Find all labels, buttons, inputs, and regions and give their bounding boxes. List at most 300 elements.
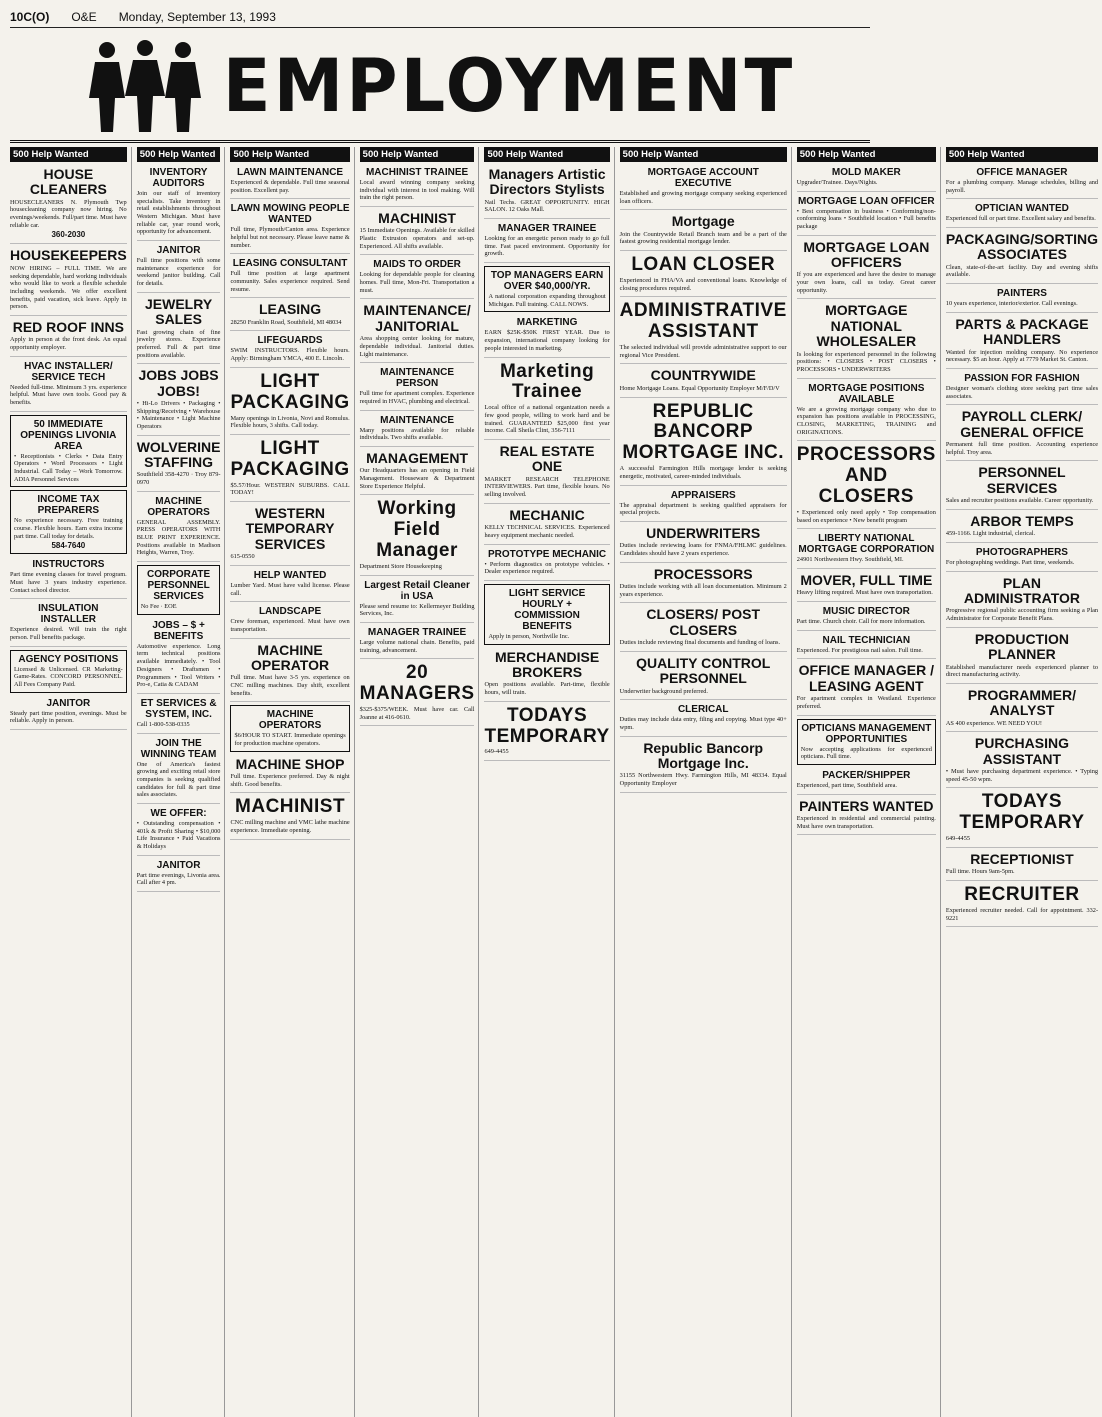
ad-body: Experienced. For prestigious nail salon. Full time. [796,646,923,654]
classified-ad [484,648,609,702]
classified-ad [230,256,349,298]
ad-body: Department Store Housekeeping [359,563,442,570]
classified-column [797,147,941,1417]
ad-body: Experienced in residential and commercial painting. Must have own transportation. [796,814,936,830]
classified-columns [10,147,1099,1417]
column-heading: 500 Help Wanted [484,147,609,162]
classified-ad [10,415,127,488]
ad-body: Clean, state-of-the-art facility. Day and evening shifts available. [945,263,1099,279]
ad-title: WE OFFER: [150,807,207,819]
classified-column [946,147,1102,1417]
ad-body: 649-4455 [484,748,509,756]
classified-ad [230,641,349,703]
classified-column [137,147,226,1417]
classified-ad [230,201,349,254]
ad-body: Part time evening classes for travel program. Must have 3 years industry experience. Contact school director. [10,571,127,594]
classified-ad [484,266,609,312]
ad-body: Lumber Yard. Must have valid license. Please call. [230,581,350,597]
classified-ad [946,883,1098,927]
classified-ad [797,719,936,765]
ad-title: CORPORATE PERSONNEL SERVICES [147,569,211,603]
classified-ad [620,299,787,364]
ad-body: Permanent full time position. Accounting experience helpful. Troy area. [945,441,1099,456]
section-banner [10,32,870,143]
classified-ad [946,545,1098,572]
ad-title: Marketing Trainee [499,360,595,403]
classified-ad [620,212,787,251]
classified-ad [797,531,936,569]
ad-phone: 360-2030 [51,230,86,240]
ad-title: UNDERWRITERS [646,524,761,541]
classified-ad [946,315,1098,369]
classified-ad [10,165,127,244]
ad-title: JOBS – $ + BENEFITS [152,619,205,642]
ad-body: Nail Techs. GREAT OPPORTUNITY. HIGH SALON. 12 Oaks Mall. [484,198,610,214]
ad-title: MANAGER TRAINEE [497,223,597,235]
ad-body: NOW HIRING – FULL TIME. We are seeking dependable, hard working individuals who would like to work a flexible schedule including weekends. We offer excellent benefits, paid vacation, sick leave. Apply in person. [10,264,127,311]
ad-title: MORTGAGE LOAN OFFICERS [803,238,930,271]
classified-column [10,147,132,1417]
classified-ad [797,165,936,192]
classified-ad [137,243,221,293]
ad-title: PACKER/SHIPPER [822,769,911,781]
ad-body: Full time. Must have 3-5 yrs. experience on CNC milling machines. Day shift, excellent benefits. [230,674,350,697]
column-heading: 500 Help Wanted [230,147,349,162]
ad-body: Join our staff of inventory specialists. Take inventory in retail establishments throughout Western Michigan. Must have reliable car, year round work, opportunity for advancement. [136,190,221,236]
ad-body: Now accepting applications for experienced opticians. Full time. [800,745,932,761]
column-heading: 500 Help Wanted [797,147,936,162]
ad-title: MORTGAGE ACCOUNT EXECUTIVE [647,167,759,189]
issue-date: Monday, September 13, 1993 [118,10,276,24]
ad-title: PLAN ADMINISTRATOR [963,574,1081,606]
classified-ad [946,850,1098,881]
paper-name: O&E [71,10,97,24]
column-heading: 500 Help Wanted [137,147,221,162]
ad-title: NAIL TECHNICIAN [822,634,911,646]
classified-ad [137,366,221,435]
ad-body: One of America's fastest growing and exciting retail store companies is seeking qualified candidates for full & part time sales associates. [136,760,221,799]
ad-title: HELP WANTED [253,569,327,581]
ad-body: 15 Immediate Openings. Available for skilled Plastic Extrusion operators and set-up. Experienced. All shifts available. [359,227,475,250]
ad-title: JEWELRY SALES [145,295,213,328]
section-title: EMPLOYMENT [222,42,796,130]
ad-body: We are a growing mortgage company who due to expansion has positions available in PROCESSING, CLOSING, MARKETING, TRAINING and ORIGINATIONS. [796,405,936,436]
classified-ad [620,702,787,736]
classified-ad [620,654,787,700]
ad-title: MERCHANDISE BROKERS [494,648,600,680]
ad-body: Experience desired. Will train the right person. Full benefits package. [10,626,127,642]
ad-body: GENERAL ASSEMBLY. PRESS OPERATORS WITH BLUE PRINT EXPERIENCE. Positions available in Madison Heights, Warren, Troy. [136,518,221,557]
classified-ad [360,257,475,299]
ad-title: LAWN MAINTENANCE [237,167,344,178]
ad-title: RECRUITER [964,883,1080,905]
ad-body: Local award winning company seeking individual with interest in tool making. Will train the right person. [359,179,475,202]
ad-title: PAYROLL CLERK/ GENERAL OFFICE [960,408,1084,440]
ad-title: HVAC INSTALLER/ SERVICE TECH [24,360,113,383]
ad-title: PROTOTYPE MECHANIC [487,548,607,560]
ad-title: LANDSCAPE [258,606,322,618]
ad-body: SWIM INSTRUCTORS. Flexible hours. Apply: Birmingham YMCA, 400 E. Lincoln. [230,347,350,363]
classified-ad [620,366,787,397]
classified-column [360,147,480,1417]
ad-body: A successful Farmington Hills mortgage lender is seeking energetic, motivated, career-minded individuals. [619,465,787,480]
ad-title: 50 IMMEDIATE OPENINGS LIVONIA AREA [20,418,117,452]
ad-title: LIGHT PACKAGING [230,437,350,480]
ad-body: Crew foreman, experienced. Must have own transportation. [230,618,350,633]
ad-body: Apply in person at the front desk. An equal opportunity employer. [10,336,127,351]
ad-body: Experienced & dependable. Full time seasonal position. Excellent pay. [230,179,350,194]
classified-ad [484,506,609,545]
ad-title: PAINTERS WANTED [799,797,934,814]
ad-title: MANAGEMENT [366,449,469,466]
ad-title: JANITOR [46,697,91,709]
ad-title: INSTRUCTORS [32,559,105,571]
ad-body: Part time. Church choir. Call for more information. [796,618,926,626]
ad-title: RECEPTIONIST [970,850,1074,867]
ad-title: TODAYS TEMPORARY [484,704,610,747]
ad-body: Duties include reviewing final documents and funding of loans. [619,639,781,647]
classified-ad [797,661,936,715]
ad-title: JOIN THE WINNING TEAM [140,737,217,760]
classified-ad [484,442,609,504]
classified-ad [620,739,787,793]
ad-title: MAINTENANCE/ JANITORIAL [363,302,471,334]
ad-body: Part time evenings, Livonia area. Call after 4 pm. [136,871,221,887]
ad-title: RED ROOF INNS [12,318,124,335]
classified-column [484,147,614,1417]
classified-ad [946,734,1098,788]
ad-title: AGENCY POSITIONS [18,653,119,665]
ad-body: Automotive experience. Long term technical positions available immediately. • Tool Designers • Draftsmen • Programmers • Tool Writers • Pro-e, Catia & CADAM [136,642,221,689]
classified-ad [484,315,609,357]
ad-body: A national corporation expanding throughout Michigan. Full training. CALL NOWS. [488,293,606,308]
classified-ad [10,557,127,599]
ad-body: For apartment complex in Westland. Experience preferred. [796,695,936,710]
ad-title: 20 MANAGERS [359,662,475,705]
ad-body: AS 400 experience. WE NEED YOU! [945,719,1043,727]
classified-ad [360,209,475,255]
ad-title: PARTS & PACKAGE HANDLERS [955,315,1089,348]
ad-body: Established and growing mortgage company seeking experienced loan officers. [619,190,787,205]
ad-title: ET SERVICES & SYSTEM, INC. [140,697,217,720]
ad-body: 459-1166. Light industrial, clerical. [945,530,1036,538]
classified-ad [797,633,936,660]
classified-ad [137,618,221,694]
ad-body: • Hi-Lo Drivers • Packaging • Shipping/Receiving • Warehouse • Maintenance • Light Machine Operators [136,399,221,430]
ad-body: Upgrader/Trainee. Days/Nights. [796,179,878,186]
ad-body: 31155 Northwestern Hwy. Farmington Hills, MI 48334. Equal Opportunity Employer [619,772,787,788]
ad-title: Working Field Manager [376,498,458,562]
ad-title: TOP MANAGERS EARN OVER $40,000/YR. [490,270,604,293]
column-heading: 500 Help Wanted [360,147,475,162]
ad-body: MARKET RESEARCH TELEPHONE INTERVIEWERS. Part time, flexible hours. No selling involved. [484,475,610,499]
classified-ad [137,806,221,856]
classified-ad [360,413,475,447]
ad-body: No experience necessary. Free training course. Flexible hours. Earn extra income part time. Call today for details. [14,517,123,540]
classified-ad [946,286,1098,313]
ad-title: PROCESSORS [653,565,753,582]
ad-title: LIFEGUARDS [257,335,323,347]
ad-title: INVENTORY AUDITORS [149,167,208,189]
ad-title: MARKETING [516,317,578,329]
classified-ad [620,524,787,563]
ad-body: For a plumbing company. Manage schedules, billing and payroll. [945,179,1099,194]
classified-column [230,147,354,1417]
ad-title: COUNTRYWIDE [650,367,756,384]
classified-ad [137,565,221,615]
ad-title: Managers Artistic Directors Stylists [488,166,606,198]
ad-title: MAINTENANCE [380,414,455,426]
ad-body: Please send resume to: Kellermeyer Building Services, Inc. [359,602,475,618]
ad-title: MANAGER TRAINEE [367,627,467,639]
ad-body: Full time. Experience preferred. Day & night shift. Good benefits. [230,773,350,788]
classified-ad [360,365,475,410]
ad-title: LAWN MOWING PEOPLE WANTED [230,203,350,226]
ad-title: Largest Retail Cleaner in USA [364,579,470,602]
ad-body: $5.57/Hour. WESTERN SUBURBS. CALL TODAY! [230,481,350,497]
classified-ad [946,407,1098,461]
classified-ad [797,301,936,378]
ad-body: Large volume national chain. Benefits, paid training, advancement. [359,639,475,654]
ad-title: REAL ESTATE ONE [499,442,595,475]
ad-body: Designer woman's clothing store seeking part time sales associates. [945,384,1099,400]
ad-body: Full time for apartment complex. Experience required in HVAC, plumbing and electrical. [359,390,475,405]
classified-ad [230,437,349,502]
ad-title: PURCHASING ASSISTANT [974,735,1070,767]
ad-body: Looking for dependable people for cleaning homes. Full time, Mon-Fri. Transportation a must. [359,271,475,294]
classified-ad [946,201,1098,228]
ad-title: INCOME TAX PREPARERS [37,494,100,517]
classified-ad [484,704,609,761]
ad-title: MAIDS TO ORDER [373,259,461,271]
classified-ad [797,604,936,631]
ad-title: MORTGAGE LOAN OFFICER [797,195,935,207]
classified-ad [230,795,349,839]
ad-body: Sales and recruiter positions available. Career opportunity. [945,497,1094,505]
ad-title: MACHINE OPERATORS [147,495,210,518]
ad-title: LEASING [258,301,322,318]
classified-ad [230,568,349,602]
ad-body: The appraisal department is seeking qualified appraisers for special projects. [619,501,787,517]
ad-title: JANITOR [156,859,201,871]
ad-body: Join the Countrywide Retail Branch team and be a part of the fastest growing residential mortgage lender. [619,230,787,246]
classified-ad [137,165,221,241]
column-heading: 500 Help Wanted [946,147,1098,162]
page-number: 10C(O) [10,10,50,24]
ad-body: Call 1-800-538-0335 [136,720,190,728]
ad-title: PASSION FOR FASHION [964,372,1080,384]
classified-ad [946,630,1098,684]
ad-title: OFFICE MANAGER [976,167,1068,178]
ad-title: MOLD MAKER [831,167,901,178]
classified-ad [946,371,1098,405]
classified-ad [484,221,609,263]
classified-ad [230,504,349,566]
ad-body: Needed full-time. Minimum 3 yrs. experience helpful. Must have own tools. Good pay & benefits. [10,383,127,406]
ad-body: Full time position at large apartment community. Sales experience required. Send resume. [230,270,350,293]
ad-body: If you are experienced and have the desire to manage your own loans, call us today. Great career opportunity. [796,271,936,294]
classified-ad [620,565,787,604]
classified-ad [10,650,127,693]
ad-body: Heavy lifting required. Must have own transportation. [796,589,933,597]
classified-ad [360,449,475,495]
ad-title: PROGRAMMER/ ANALYST [967,686,1077,719]
ad-body: Apply in person, Northville Inc. [488,632,570,640]
ad-title: PAINTERS [997,288,1047,300]
classified-ad [10,246,127,315]
classified-ad [484,360,609,440]
ad-title: MUSIC DIRECTOR [822,606,910,618]
classified-ad [797,194,936,236]
ad-body: Looking for an energetic person ready to go full time. Fast paced environment. Opportunity for growth. [484,235,610,258]
ad-body: Area shopping center looking for mature, dependable individual. Janitorial duties. Light maintenance. [359,335,475,358]
classified-ad [230,604,349,638]
ad-body: $325-$375/WEEK. Must have car. Call Joanne at 416-0610. [359,706,475,721]
classified-ad [10,359,127,412]
classified-ad [620,488,787,522]
ad-body: Steady part time position, evenings. Must be reliable. Apply in person. [10,709,127,725]
workers-silhouette-icon [85,36,205,136]
classified-ad [230,370,349,435]
ad-body: • Experienced only need apply • Top compensation based on experience • New benefit program [796,509,936,524]
classified-ad [946,686,1098,732]
ad-title: MACHINE SHOP [235,755,345,772]
classified-ad [484,165,609,219]
ad-title: CLERICAL [677,704,729,716]
ad-body: HOUSECLEANERS N. Plymouth Twp housecleaning company now hiring. No evenings/weekends. Full/part time. Must have reliable car. [10,198,127,229]
ad-title: OFFICE MANAGER / LEASING AGENT [798,662,934,694]
classified-ad [484,584,609,645]
classified-ad [360,578,475,623]
ad-body: Established manufacturer needs experienced planner to direct manufacturing activity. [945,663,1099,679]
ad-body: Experienced, part time, Southfield area. [796,781,897,789]
ad-title: MAINTENANCE PERSON [380,367,455,390]
ad-body: 615-0550 [230,553,255,561]
classified-ad [360,497,475,575]
ad-title: ARBOR TEMPS [970,512,1074,529]
ad-title: MECHANIC [509,506,585,523]
ad-title: PRODUCTION PLANNER [974,630,1070,663]
ad-body: Many openings in Livonia, Novi and Romulus. Flexible hours, 3 shifts. Call today. [230,414,350,430]
classified-ad [10,601,127,646]
ad-body: Full time, Plymouth/Canton area. Experience helpful but not necessary. Please leave name & number. [230,226,350,249]
classified-ad [10,490,127,554]
classified-ad [230,705,349,751]
ad-body: Fast growing chain of fine jewelry stores. Experience preferred. Full & part time positions available. [136,328,221,359]
classified-ad [797,768,936,795]
ad-title: APPRAISERS [670,489,736,501]
classified-ad [137,736,221,804]
classified-ad [620,605,787,651]
ad-body: EARN $25K-$50K FIRST YEAR. Due to expansion, international company looking for people interested in marketing. [484,329,610,352]
classified-ad [946,790,1098,847]
classified-ad [137,858,221,892]
ad-title: ADMINISTRATIVE ASSISTANT [619,300,787,343]
column-heading: 500 Help Wanted [620,147,787,162]
ad-title: PERSONNEL SERVICES [978,464,1066,496]
classified-ad [797,797,936,836]
ad-title: LIGHT PACKAGING [230,370,350,413]
ad-title: HOUSE CLEANERS [29,166,107,198]
ad-body: • Best compensation in business • Conforming/non-conforming loans • Southfield location • Full benefits package [796,207,936,231]
ad-body: Wanted for injection molding company. No experience necessary. $5 an hour. Apply at 7779 Market St. Canton. [945,348,1099,364]
ad-title: MACHINE OPERATOR [251,641,330,673]
ad-phone: 584-7640 [51,541,86,551]
ad-body: Southfield 358-4270 · Troy 879-0970 [136,471,221,487]
classified-ad [620,253,787,297]
ad-title: JANITOR [156,245,201,257]
ad-body: • Must have purchasing department experience. • Typing speed 45-50 wpm. [945,768,1099,783]
classified-ad [230,165,349,199]
classified-ad [946,574,1098,628]
classified-ad [230,755,349,794]
ad-title: WOLVERINE STAFFING [136,438,221,471]
classified-ad [946,230,1098,284]
ad-title: REPUBLIC BANCORP MORTGAGE INC. [622,400,785,464]
ad-body: 28250 Franklin Road, Southfield, MI 48034 [230,318,342,326]
ad-body: Is looking for experienced personnel in the following positions: • CLOSERS • POST CLOSERS • PROCESSORS • UNDERWRITERS [796,350,936,373]
classified-ad [797,381,936,442]
ad-body: KELLY TECHNICAL SERVICES. Experienced heavy equipment mechanic needed. [484,524,610,539]
classified-ad [484,547,609,581]
ad-title: PACKAGING/SORTING ASSOCIATES [945,231,1099,263]
ad-body: Open positions available. Part-time, flexible hours, will train. [484,681,610,696]
classified-ad [230,333,349,367]
classified-ad [137,438,221,492]
ad-body: Many positions available for reliable individuals. Two shifts available. [359,426,475,442]
ad-body: Our Headquarters has an opening in Field Management. Houseware & Department Store Experience Helpful. [359,467,475,490]
classified-ad [360,625,475,659]
ad-body: Underwriter background preferred. [619,687,708,695]
classified-ad [137,295,221,364]
ad-body: The selected individual will provide administrative support to our regional Vice President. [619,344,787,359]
ad-body: Full time positions with some maintenance experience for weekend janitor building. Call for details. [136,257,221,288]
ad-body: For photographing weddings. Part time, weekends. [945,558,1075,566]
ad-title: INSULATION INSTALLER [38,603,99,626]
classified-column [620,147,792,1417]
ad-title: WESTERN TEMPORARY SERVICES [245,505,335,552]
ad-title: CLOSERS/ POST CLOSERS [646,606,760,638]
ad-body: 649-4455 [945,835,970,843]
page-header [10,10,870,28]
ad-title: LIGHT SERVICE HOURLY + COMMISSION BENEFITS [508,587,586,632]
classified-ad [946,463,1098,509]
ad-title: MACHINIST TRAINEE [365,167,469,178]
ad-body: Duties may include data entry, filing and copying. Must type 40+ wpm. [619,716,787,731]
ad-title: MACHINE OPERATORS [258,709,322,732]
ad-title: MACHINIST [235,796,346,818]
classified-ad [10,318,127,357]
ad-body: Duties include reviewing loans for FNMA/FHLMC guidelines. Candidates should have 2 years experience. [619,542,787,557]
ad-body: Local office of a national organization needs a few good people, willing to work hard and be trained. GUARANTEED $25,000 first year income. Call Sheila Clint, 356-7111 [484,404,610,435]
ad-body: • Outstanding compensation • 401k & Profit Sharing • $10,000 Life Insurance • Paid Vacations & Holidays [136,819,221,850]
ad-title: TODAYS TEMPORARY [959,791,1085,834]
classified-ad [230,300,349,331]
ad-title: MOVER, FULL TIME [800,572,933,589]
ad-title: OPTICIANS MANAGEMENT OPPORTUNITIES [801,722,932,745]
ad-body: • Perform diagnostics on prototype vehicles. • Dealer experience required. [484,560,610,576]
ad-title: Mortgage [671,213,735,230]
ad-body: Home Mortgage Loans. Equal Opportunity Employer M/F/D/V [619,384,780,392]
classified-ad [797,238,936,300]
ad-title: PROCESSORS AND CLOSERS [796,444,936,508]
classified-ad [946,512,1098,543]
ad-body: $6/HOUR TO START. Immediate openings for production machine operators. [234,732,346,748]
classified-ad [10,696,127,730]
ad-body: 24901 Northwestern Hwy. Southfield, MI. [796,556,904,564]
ad-body: No Fee · EOE [140,603,177,611]
classified-ad [797,443,936,529]
